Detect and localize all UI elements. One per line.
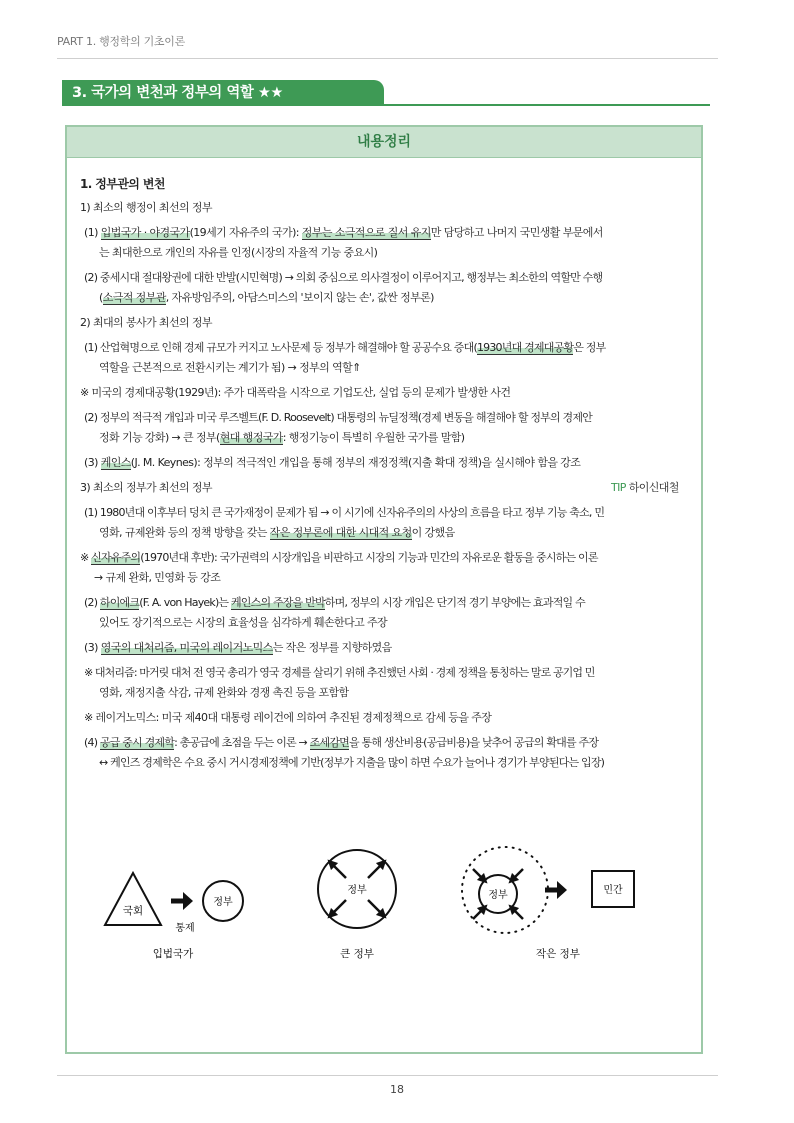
highlight: 공급 중시 경제학	[99, 736, 175, 749]
section-rule	[62, 104, 710, 106]
subheading-3: 3) 최소의 정부가 최선의 정부	[80, 481, 212, 494]
government-label: 정부	[488, 890, 508, 901]
highlight: 조세감면	[309, 736, 349, 749]
highlight: 케인스	[100, 456, 131, 469]
text-span: 은 정부	[573, 341, 606, 354]
control-label: 통제	[175, 923, 195, 934]
heading-1: 1. 정부관의 변천	[80, 177, 165, 191]
text-span: (1970년대 후반): 국가권력의 시장개입을 비판하고 시장의 기능과 민간의 자유로운 활동을 중시하는 이론	[140, 551, 598, 564]
tip-label: TIP	[611, 481, 626, 494]
text-span: (19세기 자유주의 국가):	[189, 226, 302, 239]
text-line: 역할을 근본적으로 전환시키는 계기가 됨) → 정부의 역할⇑	[99, 361, 361, 374]
highlight: 소극적 정부관	[102, 291, 166, 304]
text-span: (J. M. Keynes): 정부의 적극적인 개입을 통해 정부의 재정정책(지출 확대 정책)을 실시해야 함을 강조	[130, 456, 581, 469]
government-diagram	[67, 127, 701, 1052]
highlight: 하이에크	[99, 596, 140, 609]
highlight: 케인스의 주장을 반박	[230, 596, 325, 609]
legislative-state-diagram	[105, 873, 243, 960]
text-span: 정화 기능 강화) → 큰 정부(	[99, 431, 220, 444]
header-rule	[57, 58, 718, 59]
text-line: → 규제 완화, 민영화 등 강조	[94, 571, 221, 584]
arrow-in	[473, 869, 484, 880]
text-span: (4)	[84, 736, 100, 749]
caption-big-government: 큰 정부	[340, 948, 374, 960]
private-label: 민간	[603, 885, 623, 896]
note-line: ※ 대처리즘: 마거릿 대처 전 영국 총리가 영국 경제를 살리기 위해 추진했던 사회 · 경제 정책을 통칭하는 말로 공기업 민	[84, 666, 595, 679]
highlight: 1930년대 경제대공황	[476, 341, 574, 354]
summary-box-title: 내용정리	[67, 127, 701, 158]
text-span: (3)	[84, 456, 101, 469]
text-span: 는 작은 정부를 지향하였음	[272, 641, 392, 654]
arrow-in	[512, 908, 523, 919]
note-line: ※ 미국의 경제대공황(1929년): 주가 대폭락을 시작으로 기업도산, 실업 등의 문제가 발생한 사건	[80, 386, 511, 399]
highlight: 현대 행정국가	[219, 431, 283, 444]
text-span: (2)	[84, 596, 100, 609]
text-span: (1)	[84, 226, 101, 239]
text-span: (	[99, 291, 103, 304]
arrow-in	[473, 908, 484, 919]
highlight: 정부는 소극적으로 질서 유지	[301, 226, 431, 239]
arrow-head	[557, 881, 567, 899]
text-span: ※	[80, 551, 92, 564]
caption-legislative-state: 입법국가	[152, 948, 194, 960]
text-span: , 자유방임주의, 아담스미스의 '보이지 않는 손', 값싼 정부론)	[165, 291, 434, 304]
arrow-head	[183, 892, 193, 910]
caption-small-government: 작은 정부	[536, 948, 580, 960]
small-government-diagram	[462, 847, 634, 960]
text-span: 이 강했음	[411, 526, 455, 539]
text-line: (2) 중세시대 절대왕권에 대한 반발(시민혁명) → 의회 중심으로 의사결정이 이루어지고, 행정부는 최소한의 역할만 수행	[84, 271, 603, 284]
highlight: 입법국가 · 야경국가	[100, 226, 190, 239]
text-span: (1) 산업혁명으로 인해 경제 규모가 커지고 노사문제 등 정부가 해결해야 할 공공수요 증대(	[84, 341, 477, 354]
tip-text: 하이신대철	[625, 481, 679, 494]
text-span: 영화, 규제완화 등의 정책 방향을 갖는	[99, 526, 270, 539]
page-number: 18	[390, 1083, 404, 1096]
text-span: : 총공급에 초점을 두는 이론 →	[174, 736, 310, 749]
subheading-2: 2) 최대의 봉사가 최선의 정부	[80, 316, 212, 329]
text-span: (3)	[84, 641, 101, 654]
running-header: PART 1. 행정학의 기초이론	[57, 35, 185, 48]
text-span: 하며, 정부의 시장 개입은 단기적 경기 부양에는 효과적일 수	[324, 596, 585, 609]
text-span: 만 담당하고 나머지 국민생활 부문에서	[430, 226, 603, 239]
text-line: 있어도 장기적으로는 시장의 효율성을 심각하게 훼손한다고 주장	[99, 616, 388, 629]
subheading-1: 1) 최소의 행정이 최선의 정부	[80, 201, 212, 214]
text-line: (1) 1980년대 이후부터 덩치 큰 국가재정이 문제가 됨 → 이 시기에 신자유주의의 사상의 흐름을 타고 정부 기능 축소, 민	[84, 506, 605, 519]
arrow-in	[512, 869, 523, 880]
text-line: (2) 정부의 적극적 개입과 미국 루즈벨트(F. D. Roosevelt) 대통령의 뉴딜정책(경제 변동을 해결해야 할 정부의 경제안	[84, 411, 592, 424]
text-span: : 행정기능이 특별히 우월한 국가를 말함)	[282, 431, 465, 444]
section-title: 3. 국가의 변천과 정부의 역할 ★★	[62, 80, 384, 106]
footer-rule	[57, 1075, 718, 1076]
highlight: 영국의 대처리즘, 미국의 레이거노믹스	[100, 641, 273, 654]
text-line: 는 최대한으로 개인의 자유를 인정(시장의 자율적 기능 중요시)	[99, 246, 378, 259]
government-label: 정부	[347, 885, 367, 896]
government-label: 정부	[213, 897, 233, 908]
triangle-shape	[105, 873, 161, 925]
text-line: 영화, 재정지출 삭감, 규제 완화와 경쟁 촉진 등을 포함함	[99, 686, 349, 699]
summary-box	[65, 125, 703, 1054]
highlight: 신자유주의	[91, 551, 141, 564]
text-span: (F. A. von Hayek)는	[139, 596, 231, 609]
text-line: ↔ 케인즈 경제학은 수요 중시 거시경제정책에 기반(정부가 지출을 많이 하면 수요가 늘어나 경기가 부양된다는 입장)	[99, 756, 605, 769]
highlight: 작은 정부론에 대한 시대적 요청	[269, 526, 412, 539]
legislature-label: 국회	[122, 905, 144, 917]
text-span: 을 통해 생산비용(공급비용)을 낮추어 공급의 확대를 주장	[348, 736, 599, 749]
note-line: ※ 레이거노믹스: 미국 제40대 대통령 레이건에 의하여 추진된 경제정책으로 감세 등을 주장	[84, 711, 492, 724]
big-government-diagram	[318, 850, 396, 960]
